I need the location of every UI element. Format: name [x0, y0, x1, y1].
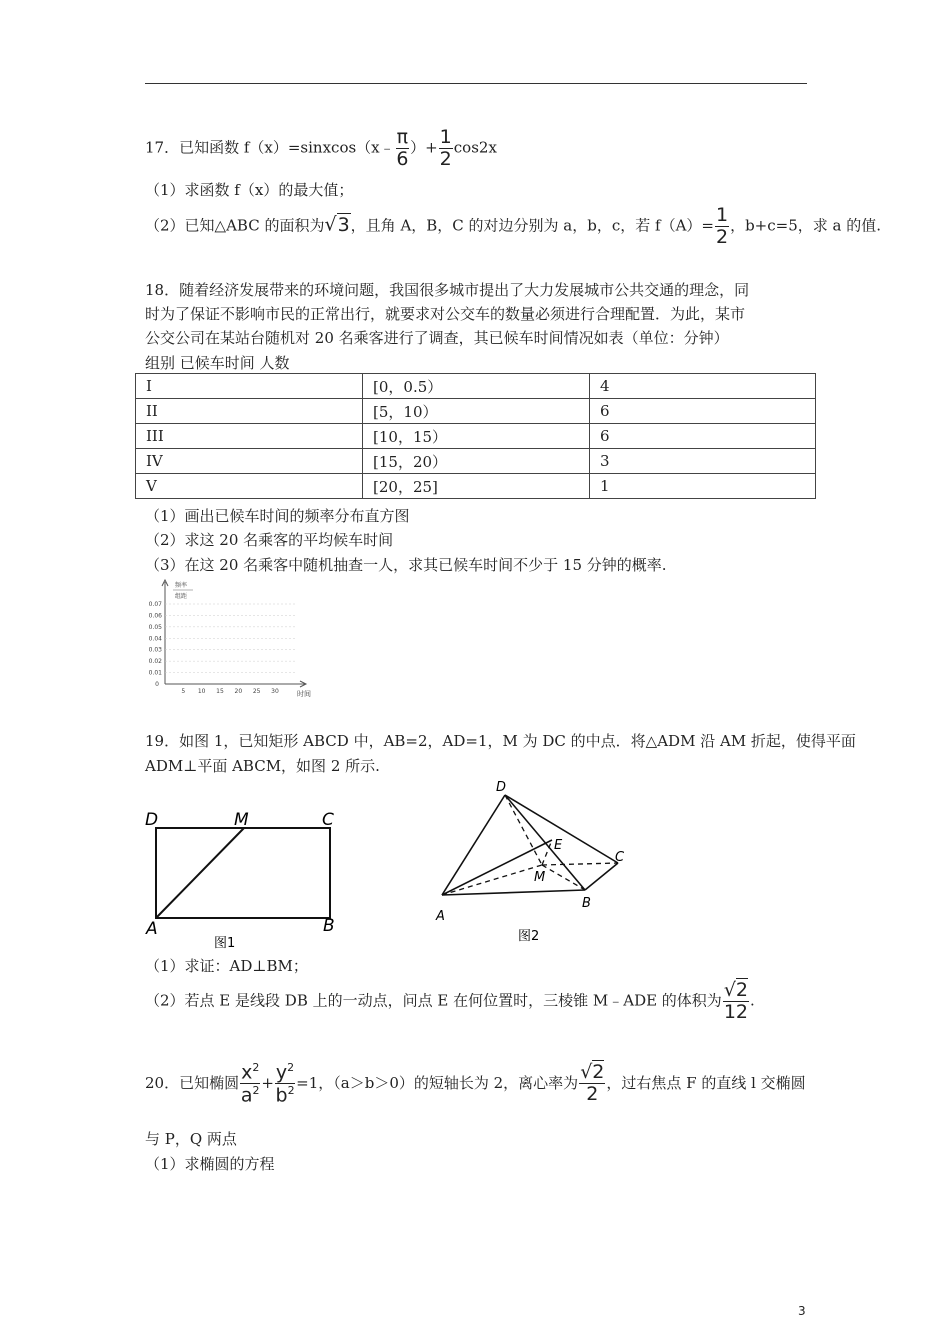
- q20-line2: 与 P，Q 两点: [145, 1130, 237, 1148]
- edge-ab: [442, 890, 585, 895]
- sqrt2-over-12: $\frac{√2}{12}$: [723, 979, 749, 1023]
- q20-part1: （1）求椭圆的方程: [145, 1155, 275, 1173]
- q17-part2: （2）已知△ABC 的面积为√3，且角 A，B，C 的对边分别为 a，b，c，若 f（A）= $\frac{1}{2}$ ，b+c=5，求 a 的值.: [145, 204, 882, 248]
- y-tick-label: 0.04: [148, 635, 162, 643]
- edge-mc-hidden: [542, 863, 618, 865]
- label-d: D: [145, 810, 159, 830]
- q18-line2: 时为了保证不影响市民的正常出行，就要求对公交车的数量必须进行合理配置．为此，某市: [145, 305, 746, 323]
- y-axis-label-bottom: 组距: [175, 593, 188, 600]
- q19-part2: （2）若点 E 是线段 DB 上的一动点，问点 E 在何位置时，三棱锥 M﹣ADE 的体积为 $\frac{√2}{12}$ .: [145, 979, 755, 1023]
- origin-label: 0: [155, 681, 159, 688]
- y-tick-label: 0.07: [148, 601, 162, 608]
- q19-line1: 19．如图 1，已知矩形 ABCD 中，AB=2，AD=1，M 为 DC 的中点．将△ADM 沿 AM 折起，使得平面: [145, 732, 856, 750]
- q18-line1: 18．随着经济发展带来的环境问题，我国很多城市提出了大力发展城市公共交通的理念，同: [145, 281, 750, 299]
- y-tick-label: 0.06: [148, 612, 162, 620]
- x-tick-label: 15: [216, 688, 224, 695]
- q18-part1: （1）画出已候车时间的频率分布直方图: [145, 507, 410, 525]
- x-tick-label: 20: [234, 688, 243, 695]
- figure-1-rectangle: [140, 800, 360, 950]
- edge-mb-hidden: [542, 865, 585, 890]
- q18-part3: （3）在这 20 名乘客中随机抽查一人，求其已候车时间不少于 15 分钟的概率.: [145, 556, 667, 574]
- y-tick-label: 0.05: [148, 623, 162, 631]
- segment-am: [156, 828, 244, 918]
- q17-part1: （1）求函数 f（x）的最大值；: [145, 181, 354, 199]
- q18-table-header: 组别 已候车时间 人数: [145, 354, 290, 372]
- x-tick-label: 5: [181, 688, 186, 695]
- edge-bc: [585, 863, 618, 890]
- q18-line3: 公交公司在某站台随机对 20 名乘客进行了调查，其已候车时间情况如表（单位：分钟）: [145, 329, 729, 347]
- label-a: A: [146, 919, 158, 939]
- label-b2: B: [582, 896, 591, 911]
- label-a2: A: [436, 909, 445, 924]
- x-axis-label: 时间: [297, 690, 311, 698]
- one-half-2: $\frac{1}{2}$: [715, 204, 729, 248]
- y-tick-label: 0.01: [148, 669, 162, 677]
- y-axis-label-top: 频率: [175, 582, 188, 589]
- pi-over-6: $\frac{\pi}{6}$: [396, 126, 409, 170]
- header-rule: [145, 83, 807, 84]
- q19-line2: ADM⊥平面 ABCM，如图 2 所示.: [145, 757, 380, 775]
- x-tick-label: 30: [271, 688, 279, 695]
- sqrt-3: √3: [324, 213, 350, 236]
- label-c2: C: [615, 850, 625, 865]
- table-row: II [5，10） 6: [136, 399, 816, 424]
- rectangle-abcd: [156, 828, 330, 918]
- q20-stem: 20．已知椭圆 $\frac{x^2}{a^2}$ + $\frac{y^2}{b^2}$ =1，（a＞b＞0）的短轴长为 2，离心率为 $\frac{√2}{2}$ ，过右焦点 F 的直线 l 交椭圆: [145, 1061, 806, 1107]
- table-row: III [10，15） 6: [136, 424, 816, 449]
- page-number: 3: [798, 1304, 806, 1318]
- y2-over-b2: $\frac{y^2}{b^2}$: [275, 1061, 295, 1107]
- figure-2-pyramid: [430, 775, 640, 945]
- figure-1-caption: 图1: [214, 936, 236, 950]
- y-tick-label: 0.03: [148, 646, 162, 654]
- waiting-time-table: [135, 373, 816, 499]
- frequency-histogram-axes: [140, 577, 320, 702]
- y-tick-label: 0.02: [148, 658, 162, 666]
- label-m2: M: [534, 870, 546, 885]
- label-m: M: [234, 810, 249, 830]
- label-d2: D: [496, 780, 507, 795]
- q18-part2: （2）求这 20 名乘客的平均候车时间: [145, 531, 394, 549]
- sqrt2-over-2: $\frac{√2}{2}$: [580, 1061, 605, 1106]
- figure-2-caption: 图2: [518, 929, 540, 944]
- x2-over-a2: $\frac{x^2}{a^2}$: [240, 1061, 260, 1107]
- x-tick-label: 10: [197, 688, 206, 695]
- label-c: C: [322, 810, 334, 830]
- x-tick-label: 25: [252, 688, 261, 695]
- table-row: IV [15，20） 3: [136, 449, 816, 474]
- label-b: B: [323, 916, 335, 936]
- label-e2: E: [554, 838, 563, 853]
- one-half: $\frac{1}{2}$: [439, 126, 452, 170]
- table-row: V [20，25] 1: [136, 474, 816, 499]
- q17-stem: 17．已知函数 f（x）=sinxcos（x﹣ $\frac{\pi}{6}$ ）+ $\frac{1}{2}$ cos2x: [145, 126, 497, 170]
- q19-part1: （1）求证：AD⊥BM；: [145, 957, 308, 975]
- table-row: I [0，0.5） 4: [136, 374, 816, 399]
